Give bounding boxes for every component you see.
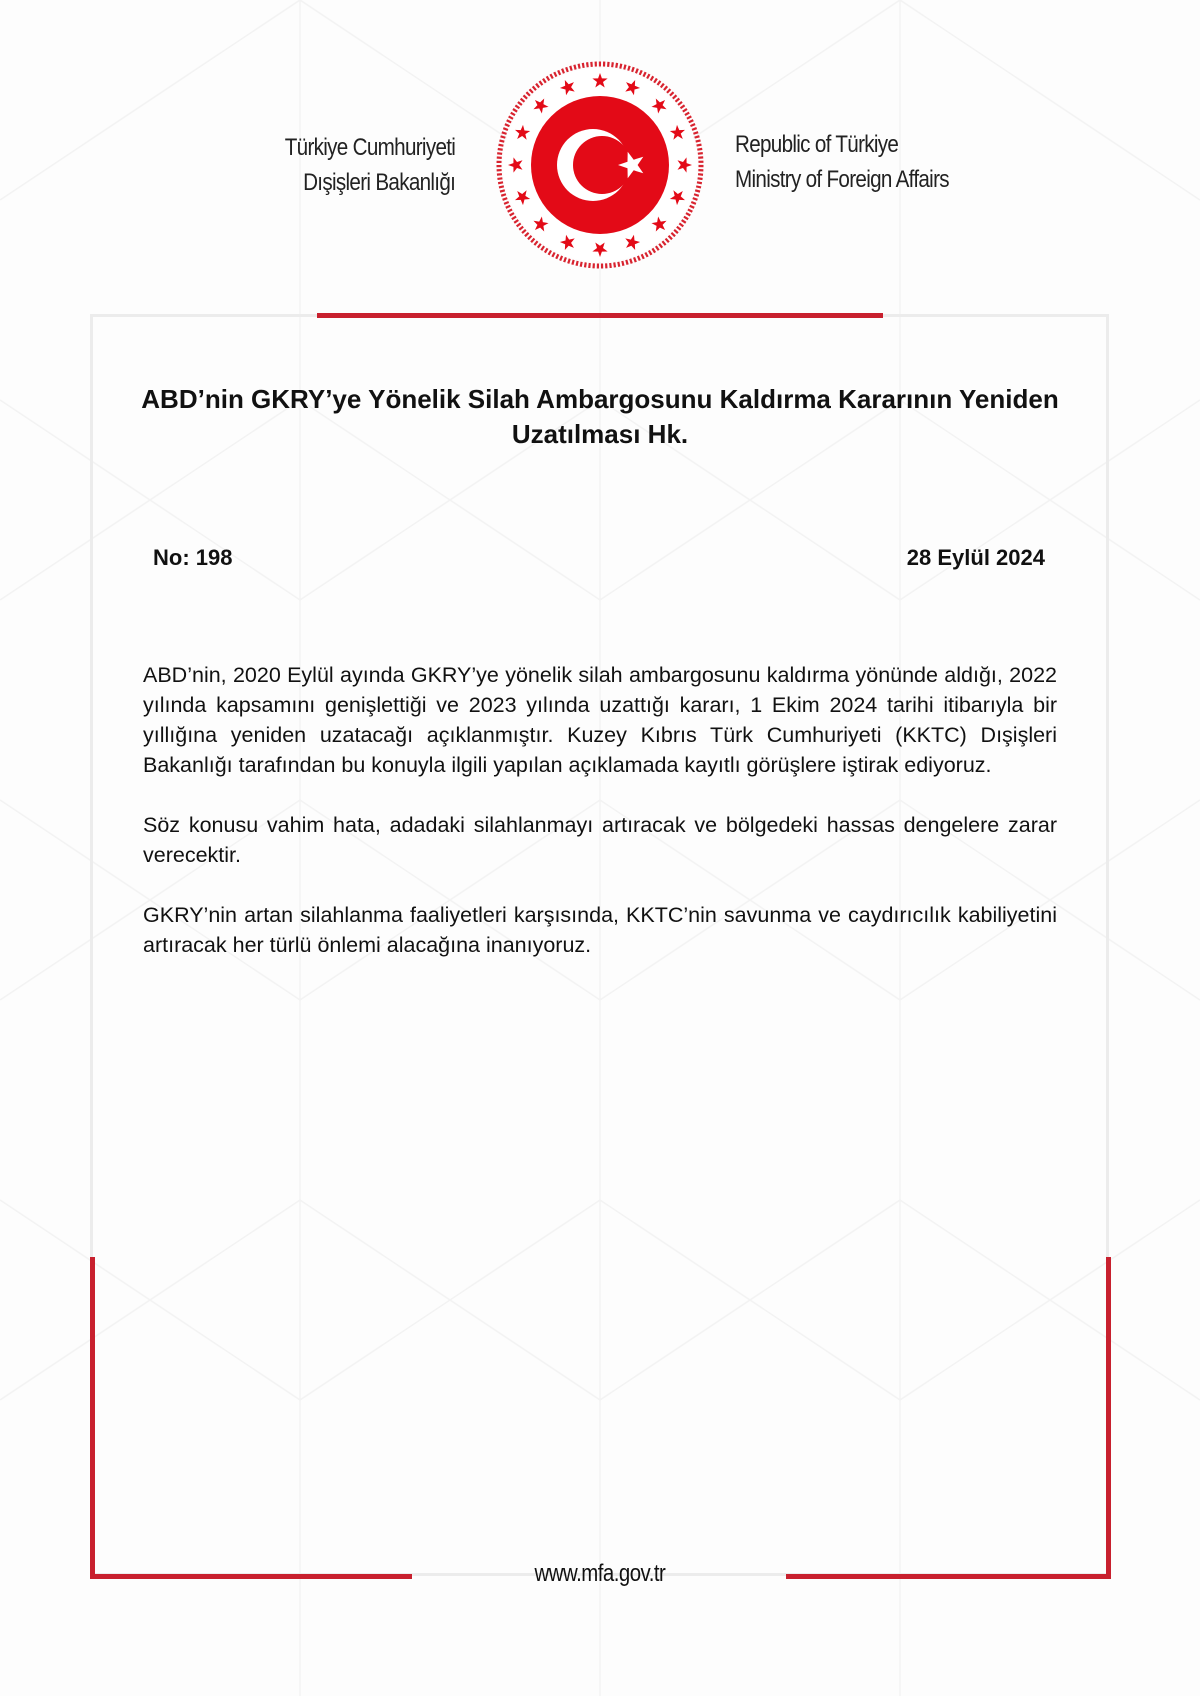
footer-website [0,1560,1200,1588]
frame-left-red-line [90,1257,95,1579]
ministry-name-turkish [285,130,455,200]
frame-top-red-line [317,313,883,318]
document-date: 28 Eylül 2024 [906,545,1045,570]
footer-url-link[interactable]: www.mfa.gov.tr [534,1560,666,1587]
header-left-line1: Türkiye Cumhuriyeti [284,134,455,161]
frame-right-red-line [1106,1257,1111,1579]
header-right-line1: Republic of Türkiye [735,131,899,158]
ministry-name-english [735,127,949,197]
ministry-emblem-icon [495,60,705,270]
document-number: No: 198 [153,545,233,570]
document-title: ABD’nin GKRY’ye Yönelik Silah Ambargosunu Kaldırma Kararının Yeniden Uzatılması Hk. [141,384,1059,449]
document-body [143,660,1057,990]
header-left-line2: Dışişleri Bakanlığı [302,169,455,196]
body-paragraph: ABD’nin, 2020 Eylül ayında GKRY’ye yönelik silah ambargosunu kaldırma yönünde aldığı, 2022 yılında kapsamını genişlettiği ve 2023 yılında uzattığı kararı, 1 Ekim 2024 tarihi itibarıyla bir yıllığına yeniden uzatacağı açıklanmıştır. Kuzey Kıbrıs Türk Cumhuriyeti (KKTC) Dışişleri Bakanlığı tarafından bu konuyla ilgili yapılan açıklamada kayıtlı görüşlere iştirak ediyoruz. [143,663,1057,777]
body-paragraph: GKRY’nin artan silahlanma faaliyetleri karşısında, KKTC’nin savunma ve caydırıcılık kabiliyetini artıracak her türlü önlemi alacağına inanıyoruz. [143,903,1057,957]
body-paragraph: Söz konusu vahim hata, adadaki silahlanmayı artıracak ve bölgedeki hassas dengelere zarar verecektir. [143,813,1057,867]
header-right-line2: Ministry of Foreign Affairs [735,166,949,193]
